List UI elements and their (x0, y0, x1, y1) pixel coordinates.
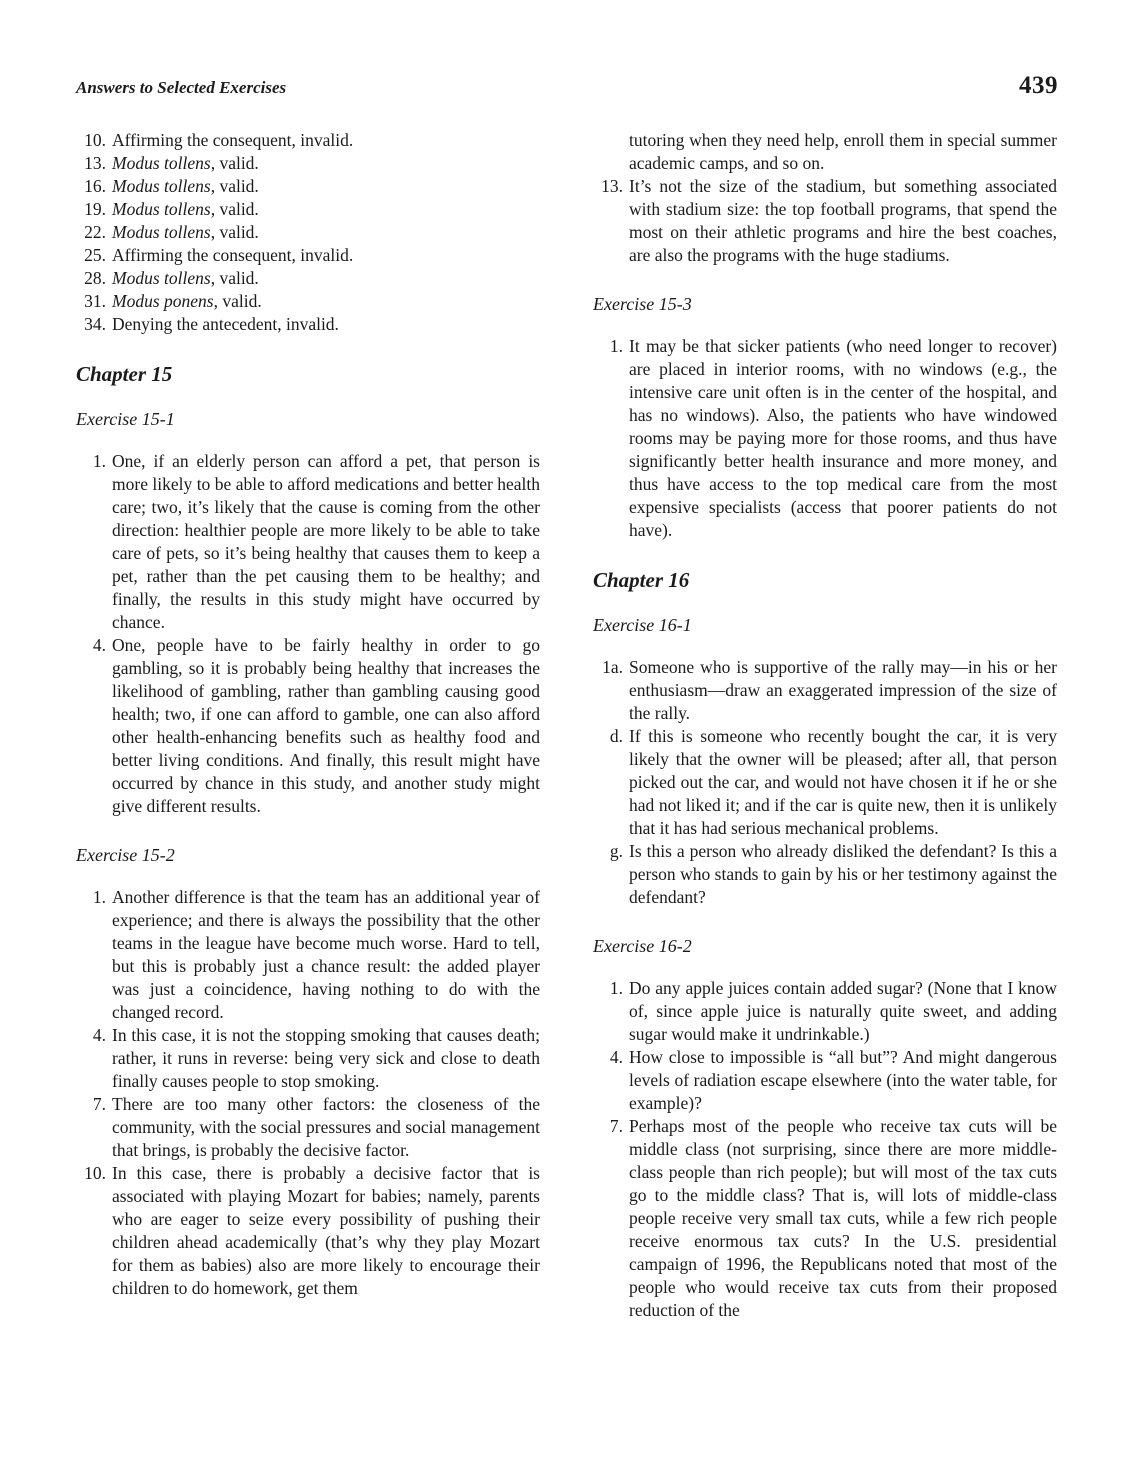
exercise-heading: Exercise 16-2 (593, 936, 692, 956)
answer-item (76, 175, 540, 198)
chapter-heading: Chapter 16 (593, 568, 690, 592)
item-text: Modus ponens, valid. (112, 291, 262, 311)
item-number: 22. (84, 222, 106, 242)
answer-item (593, 840, 1057, 909)
item-text: Another difference is that the team has an additional year of experience; and there is always the possibility that the other teams in the league have become much worse. Hard to tell, but this is probably just a chance result: the added player was just a coincidence, having nothing to do with the changed record. (112, 887, 540, 1022)
running-header (76, 74, 1058, 100)
item-number: 4. (92, 635, 106, 655)
item-number: 34. (84, 314, 106, 334)
answer-item (76, 886, 540, 1024)
answer-item (76, 1024, 540, 1093)
answer-item (593, 1046, 1057, 1115)
chapter-heading: Chapter 15 (76, 362, 173, 386)
continuation-paragraph: tutoring when they need help, enroll them in special summer academic camps, and so on. (629, 130, 1057, 173)
latin-term: Modus tollens (112, 268, 211, 288)
answer-item (76, 634, 540, 818)
item-text: Modus tollens, valid. (112, 222, 259, 242)
answer-item (76, 221, 540, 244)
item-number: d. (609, 726, 623, 746)
item-number: 16. (84, 176, 106, 196)
right-column (593, 129, 1057, 1322)
item-text: Modus tollens, valid. (112, 268, 259, 288)
item-text: In this case, it is not the stopping smoking that causes death; rather, it runs in reverse: being very sick and close to death finally causes people to stop smoking. (112, 1025, 540, 1091)
item-number: 10. (84, 1163, 106, 1183)
answer-item (593, 977, 1057, 1046)
answer-item (76, 267, 540, 290)
item-number: 7. (609, 1116, 623, 1136)
answer-item (76, 290, 540, 313)
item-text: How close to impossible is “all but”? And might dangerous levels of radiation escape elsewhere (into the water table, for example)? (629, 1047, 1057, 1113)
item-number: g. (609, 841, 623, 861)
answer-item (593, 175, 1057, 267)
latin-term: Modus tollens (112, 153, 211, 173)
item-text: It may be that sicker patients (who need longer to recover) are placed in interior rooms, with no windows (e.g., the intensive care unit often is in the center of the hospital, and has no windows). Also, the patients who have windowed rooms may be paying more for those rooms, and thus have significantly better health insurance and more money, and thus have access to the top medical care from the most expensive specialists (access that poorer patients do not have). (629, 336, 1057, 540)
item-text: There are too many other factors: the closeness of the community, with the social pressures and social management that brings, is probably the decisive factor. (112, 1094, 540, 1160)
exercise-heading: Exercise 15-3 (593, 294, 692, 314)
answer-item (76, 244, 540, 267)
answer-item (76, 198, 540, 221)
item-text: Modus tollens, valid. (112, 153, 259, 173)
item-number: 25. (84, 245, 106, 265)
item-text: Perhaps most of the people who receive tax cuts will be middle class (not surprising, since there are more middle-class people than rich people); but will most of the tax cuts go to the middle class? That is, will lots of middle-class people receive very small tax cuts, while a few rich people receive enormous tax cuts? In the U.S. presidential campaign of 1996, the Republicans noted that most of the people who would receive tax cuts from their proposed reduction of the (629, 1116, 1057, 1320)
left-column (76, 129, 540, 1322)
latin-term: Modus tollens (112, 176, 211, 196)
item-text: It’s not the size of the stadium, but something associated with stadium size: the top football programs, that spend the most on their athletic programs and hire the best coaches, are also the programs with the huge stadiums. (629, 176, 1057, 265)
item-text: In this case, there is probably a decisive factor that is associated with playing Mozart for babies; namely, parents who are eager to seize every possibility of pushing their children ahead academically (that’s why they play Mozart for them as babies) also are more likely to encourage their children to do homework, get them (112, 1163, 540, 1298)
exercise-heading: Exercise 15-2 (76, 845, 175, 865)
item-number: 31. (84, 291, 106, 311)
item-text: Affirming the consequent, invalid. (112, 130, 354, 150)
item-text: Modus tollens, valid. (112, 176, 259, 196)
exercise-heading: Exercise 15-1 (76, 409, 175, 429)
answer-item (593, 656, 1057, 725)
item-number: 13. (601, 176, 623, 196)
latin-term: Modus tollens (112, 199, 211, 219)
item-number: 1. (92, 451, 106, 471)
item-number: 13. (84, 153, 106, 173)
answer-item (76, 1093, 540, 1162)
item-text: If this is someone who recently bought the car, it is very likely that the owner will be pleased; after all, that person picked out the car, and would not have chosen it if he or she had not liked it; and if the car is quite new, then it is unlikely that it has had serious mechanical problems. (629, 726, 1057, 838)
answer-item (593, 725, 1057, 840)
two-column-body (76, 129, 1058, 1322)
answer-item (76, 450, 540, 634)
answer-item (76, 313, 540, 336)
item-number: 1. (609, 978, 623, 998)
item-number: 1. (92, 887, 106, 907)
running-head-title: Answers to Selected Exercises (76, 78, 287, 97)
answer-item (593, 335, 1057, 542)
item-number: 4. (609, 1047, 623, 1067)
item-number: 28. (84, 268, 106, 288)
item-text: Do any apple juices contain added sugar? (None that I know of, since apple juice is naturally quite sweet, and adding sugar would make it undrinkable.) (629, 978, 1057, 1044)
item-number: 1. (609, 336, 623, 356)
item-text: Affirming the consequent, invalid. (112, 245, 354, 265)
item-text: One, if an elderly person can afford a pet, that person is more likely to be able to afford medications and better health care; two, it’s likely that the cause is coming from the other direction: healthier people are more likely to be able to take care of pets, so it’s being healthy that causes them to keep a pet, rather than the pet causing them to be healthy; and finally, the results in this study might have occurred by chance. (112, 451, 540, 632)
item-text: One, people have to be fairly healthy in order to go gambling, so it is probably being healthy that increases the likelihood of gambling, rather than gambling causing good health; two, if one can afford to gamble, one can also afford other health-enhancing benefits such as healthy food and better living conditions. And finally, this result might have occurred by chance in this study, and another study might give different results. (112, 635, 540, 816)
item-number: 7. (92, 1094, 106, 1114)
latin-term: Modus ponens (112, 291, 214, 311)
answer-item (593, 1115, 1057, 1322)
item-text: Is this a person who already disliked the defendant? Is this a person who stands to gain by his or her testimony against the defendant? (629, 841, 1057, 907)
answer-item (76, 129, 540, 152)
item-number: 10. (84, 130, 106, 150)
item-text: Denying the antecedent, invalid. (112, 314, 339, 334)
item-text: Modus tollens, valid. (112, 199, 259, 219)
latin-term: Modus tollens (112, 222, 211, 242)
answer-item (76, 152, 540, 175)
item-number: 4. (92, 1025, 106, 1045)
item-number: 1a. (602, 657, 623, 677)
page-number: 439 (1019, 72, 1058, 99)
answer-item (76, 1162, 540, 1300)
item-number: 19. (84, 199, 106, 219)
item-text: Someone who is supportive of the rally may—in his or her enthusiasm—draw an exaggerated impression of the size of the rally. (629, 657, 1057, 723)
exercise-heading: Exercise 16-1 (593, 615, 692, 635)
